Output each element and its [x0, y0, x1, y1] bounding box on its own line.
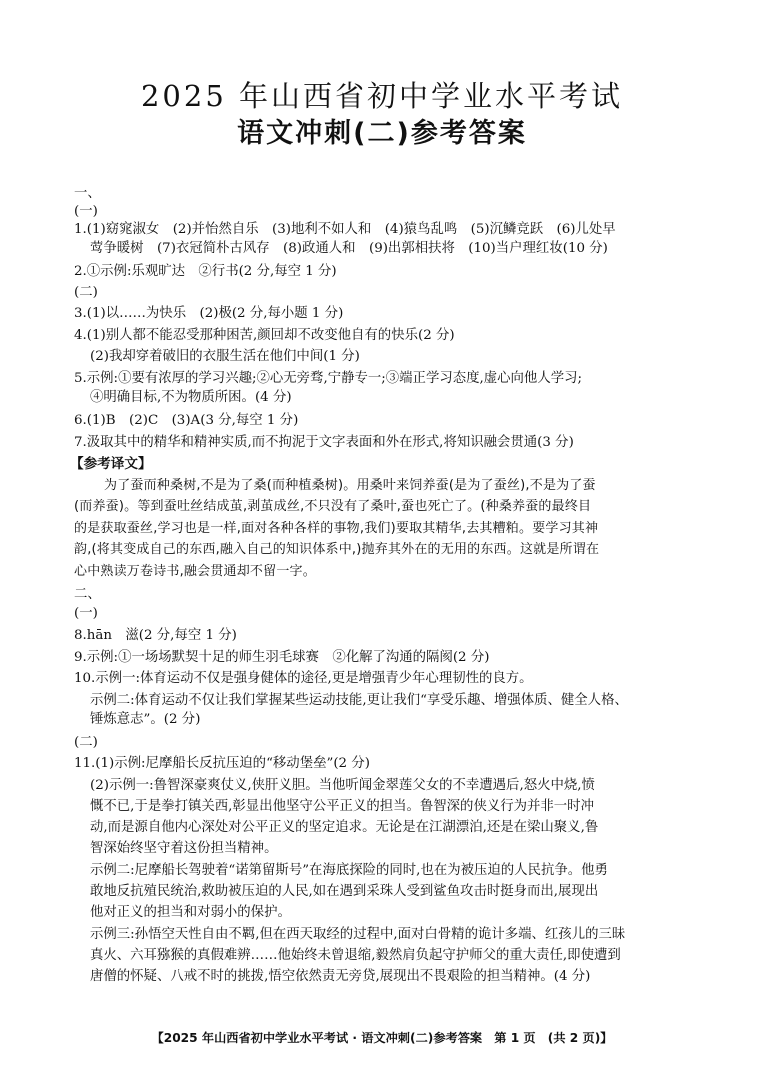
answer-line: 示例二:体育运动不仅让我们掌握某些运动技能,更让我们“享受乐趣、增强体质、健全人格、 — [90, 693, 628, 708]
subsection-heading: (二) — [74, 285, 98, 300]
answer-line: 智深始终坚守着这份担当精神。 — [90, 841, 278, 856]
answer-line: 11.(1)示例:尼摩船长反抗压迫的“移动堡垒”(2 分) — [74, 756, 370, 771]
answer-line: 2.①示例:乐观旷达 ②行书(2 分,每空 1 分) — [74, 264, 337, 279]
answer-line: 示例三:孙悟空天性自由不羁,但在西天取经的过程中,面对白骨精的诡计多端、红孩儿的三昧 — [90, 927, 626, 942]
answer-line: 5.示例:①要有浓厚的学习兴趣;②心无旁骛,宁静专一;③端正学习态度,虚心向他人学习; — [74, 371, 583, 386]
subsection-heading: (二) — [74, 735, 98, 750]
answer-line: (2)我却穿着破旧的衣服生活在他们中间(1 分) — [90, 349, 360, 364]
answer-line: 唐僧的怀疑、八戒不时的挑拨,悟空依然责无旁贷,展现出不畏艰险的担当精神。(4 分) — [90, 969, 591, 984]
answer-key-title: 语文冲刺(二)参考答案 — [237, 118, 527, 149]
subsection-heading: (一) — [74, 204, 98, 219]
answer-line: 慨不已,于是拳打镇关西,彰显出他坚守公平正义的担当。鲁智深的侠义行为并非一时冲 — [90, 799, 594, 814]
answer-line: 8.hān 滋(2 分,每空 1 分) — [74, 628, 237, 643]
answer-line: 敢地反抗殖民统治,救助被压迫的人民,如在遇到采珠人受到鲨鱼攻击时挺身而出,展现出 — [90, 884, 599, 899]
answer-line: 9.示例:①一场场默契十足的师生羽毛球赛 ②化解了沟通的隔阂(2 分) — [74, 650, 490, 665]
answer-line: 他对正义的担当和对弱小的保护。 — [90, 905, 291, 920]
subsection-heading: (一) — [74, 606, 98, 621]
answer-line: 示例二:尼摩船长驾驶着“诺第留斯号”在海底探险的同时,也在为被压迫的人民抗争。他勇 — [90, 863, 608, 878]
answer-line: 1.(1)窈窕淑女 (2)并怡然自乐 (3)地利不如人和 (4)猿鸟乱鸣 (5)沉鳞竞跃 (6)儿处早 — [74, 222, 616, 237]
answer-line: 10.示例一:体育运动不仅是强身健体的途径,更是增强青少年心理韧性的良方。 — [74, 671, 533, 686]
section-heading: 二、 — [74, 587, 101, 602]
page-footer: 【2025 年山西省初中学业水平考试 · 语文冲刺(二)参考答案 第 1 页 (共 2 页)】 — [151, 1031, 613, 1045]
answer-line: (2)示例一:鲁智深豪爽仗义,侠肝义胆。当他听闻金翠莲父女的不幸遭遇后,怒火中烧,愤 — [90, 778, 595, 793]
answer-line: ④明确目标,不为物质所困。(4 分) — [90, 390, 292, 405]
answer-line: 真火、六耳猕猴的真假难辨……他始终未曾退缩,毅然肩负起守护师父的重大责任,即使遭到 — [90, 948, 621, 963]
answer-line: 7.汲取其中的精华和精神实质,而不拘泥于文字表面和外在形式,将知识融会贯通(3 分) — [74, 435, 574, 450]
translation-line: 为了蚕而种桑树,不是为了桑(而种植桑树)。用桑叶来饲养蚕(是为了蚕丝),不是为了蚕 — [104, 478, 596, 493]
answer-line: 动,而是源自他内心深处对公平正义的坚定追求。无论是在江湖漂泊,还是在梁山聚义,鲁 — [90, 820, 599, 835]
answer-line: 莺争暖树 (7)衣冠简朴古风存 (8)政通人和 (9)出郭相扶将 (10)当户理红妆(10 分) — [90, 241, 608, 256]
translation-heading: 【参考译文】 — [70, 456, 152, 472]
translation-line: 的是获取蚕丝,学习也是一样,面对各种各样的事物,我们)要取其精华,去其糟粕。要学习其神 — [74, 521, 599, 536]
translation-line: 韵,(将其变成自己的东西,融入自己的知识体系中,)抛弃其外在的无用的东西。这就是所谓在 — [74, 542, 600, 557]
answer-line: 4.(1)别人都不能忍受那种困苦,颜回却不改变他自有的快乐(2 分) — [74, 328, 455, 343]
translation-line: (而养蚕)。等到蚕吐丝结成茧,剥茧成丝,不只没有了桑叶,蚕也死亡了。(种桑养蚕的最终目 — [74, 499, 592, 514]
answer-line: 3.(1)以……为快乐 (2)极(2 分,每小题 1 分) — [74, 306, 344, 321]
section-heading: 一、 — [74, 186, 101, 201]
answer-line: 锤炼意志”。(2 分) — [90, 712, 201, 727]
translation-line: 心中熟读万卷诗书,融会贯通却不留一字。 — [74, 564, 316, 579]
exam-title: 2025 年山西省初中学业水平考试 — [140, 79, 624, 113]
answer-line: 6.(1)B (2)C (3)A(3 分,每空 1 分) — [74, 413, 299, 428]
